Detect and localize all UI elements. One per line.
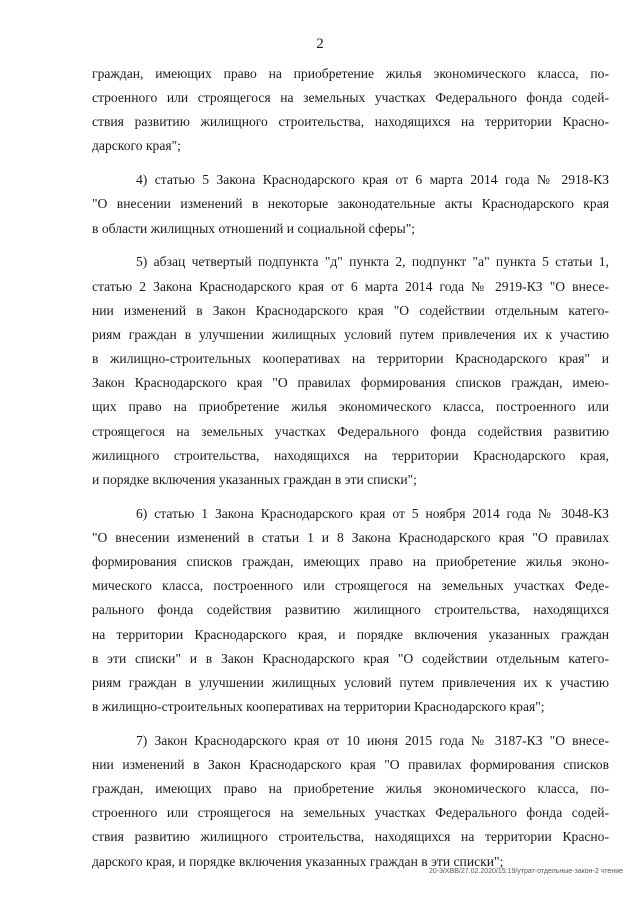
text-line: строенного или строящегося на земельных участках Федерального фонда содей-	[92, 805, 609, 821]
text-line: формирования списков граждан, имеющих право на приобретение жилья эконо-	[92, 554, 609, 570]
text-line: 5) абзац четвертый подпункта "д" пункта 2, подпункт "а" пункта 5 статьи 1,	[136, 254, 609, 270]
text-line: 4) статью 5 Закона Краснодарского края от 6 марта 2014 года № 2918-КЗ	[136, 172, 609, 188]
text-line: строенного или строящегося на земельных участках Федерального фонда содей-	[92, 90, 609, 106]
paragraph	[92, 250, 609, 492]
text-line: 7) Закон Краснодарского края от 10 июня 2015 года № 3187-КЗ "О внесе-	[136, 732, 609, 748]
text-line: дарского края, и порядке включения указанных граждан в эти списки";	[92, 853, 504, 869]
text-line: щих право на приобретение жилья экономического класса, построенного или	[92, 399, 609, 415]
text-line: рального фонда содействия развитию жилищного строительства, находящихся	[92, 602, 609, 618]
text-line: в области жилищных отношений и социальной сферы";	[92, 220, 416, 236]
paragraph	[92, 168, 609, 240]
text-line: в жилищно-строительных кооперативах на территории Краснодарского края" и	[92, 351, 609, 367]
text-line: риям граждан в улучшении жилищных условий путем привлечения их к участию	[92, 674, 609, 690]
text-line: "О внесении изменений в некоторые законодательные акты Краснодарского края	[92, 196, 609, 212]
text-line: нии изменений в Закон Краснодарского края "О правилах формирования списков	[92, 756, 609, 772]
text-line: 6) статью 1 Закона Краснодарского края от 5 ноября 2014 года № 3048-КЗ	[136, 505, 609, 521]
text-line: нии изменений в Закон Краснодарского края "О содействии отдельным катего-	[92, 302, 609, 318]
paragraph	[92, 502, 609, 719]
text-line: ствия развитию жилищного строительства, находящихся на территории Красно-	[92, 114, 609, 130]
text-line: жилищного строительства, находящихся на территории Краснодарского края,	[92, 447, 609, 463]
text-line: в эти списки" и в Закон Краснодарского края "О содействии отдельным катего-	[92, 650, 609, 666]
text-line: статью 2 Закона Краснодарского края от 6 марта 2014 года № 2919-КЗ "О внесе-	[92, 278, 609, 294]
text-line: Закон Краснодарского края "О правилах формирования списков граждан, имею-	[92, 375, 609, 391]
text-line: ствия развитию жилищного строительства, находящихся на территории Красно-	[92, 829, 609, 845]
text-line: дарского края";	[92, 138, 181, 154]
text-line: на территории Краснодарского края, и порядке включения указанных граждан	[92, 626, 609, 642]
text-line: и порядке включения указанных граждан в эти списки";	[92, 471, 417, 487]
text-line: мического класса, построенного или строящегося на земельных участках Феде-	[92, 578, 609, 594]
document-body	[92, 62, 609, 883]
paragraph	[92, 62, 609, 159]
text-line: граждан, имеющих право на приобретение жилья экономического класса, по-	[92, 781, 609, 797]
page-number: 2	[316, 36, 324, 52]
text-line: в жилищно-строительных кооперативах на территории Краснодарского края";	[92, 698, 545, 714]
text-line: риям граждан в улучшении жилищных условий путем привлечения их к участию	[92, 326, 609, 342]
text-line: граждан, имеющих право на приобретение жилья экономического класса, по-	[92, 66, 609, 81]
text-line: "О внесении изменений в статьи 1 и 8 Закона Краснодарского края "О правилах	[92, 529, 609, 545]
paragraph	[92, 729, 609, 874]
text-line: строящегося на земельных участках Федерального фонда содействия развитию	[92, 423, 609, 439]
document-footer-code: 20-3/ХВВ/27.02.2020/15:19/утрат-отдельные-закон-2 чтение	[428, 868, 623, 875]
